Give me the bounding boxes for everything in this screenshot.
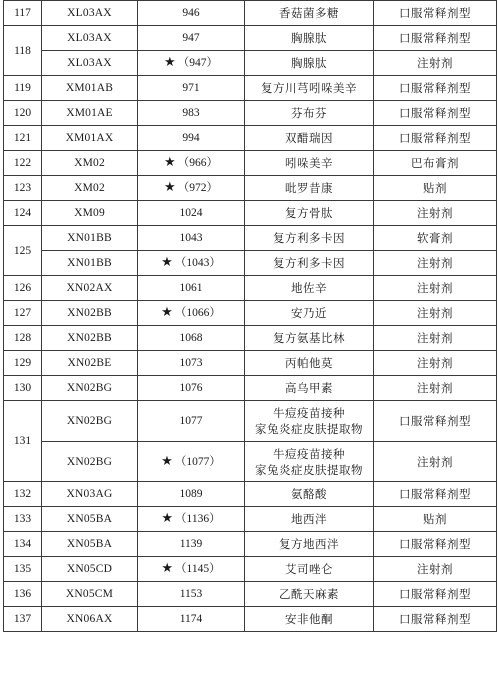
row-number: 121 [4, 126, 42, 151]
reference-value: （966） [177, 157, 218, 169]
reference-value: （1145） [175, 563, 221, 575]
drug-name: 复方地西泮 [245, 532, 374, 557]
star-icon: ★ [161, 453, 173, 469]
reference-value: （1077） [174, 455, 221, 468]
dosage-form: 注射剂 [374, 326, 497, 351]
category-code: XN05CD [42, 557, 138, 582]
table-row [4, 226, 497, 251]
star-icon: ★ [164, 55, 176, 70]
reference-number [138, 507, 245, 532]
table-row [4, 76, 497, 101]
table-row [4, 126, 497, 151]
reference-number: 1153 [138, 582, 245, 607]
reference-number: 1061 [138, 276, 245, 301]
category-code: XN03AG [42, 482, 138, 507]
table-row [4, 101, 497, 126]
drug-name: 艾司唑仑 [245, 557, 374, 582]
dosage-form: 注射剂 [374, 376, 497, 401]
dosage-form: 口服常释剂型 [374, 532, 497, 557]
row-number: 124 [4, 201, 42, 226]
drug-name: 氨酪酸 [245, 482, 374, 507]
drug-name: 胸腺肽 [245, 26, 374, 51]
drug-name: 吲哚美辛 [245, 151, 374, 176]
reference-value: （972） [177, 182, 218, 194]
row-number: 130 [4, 376, 42, 401]
row-number: 123 [4, 176, 42, 201]
drug-name: 香菇菌多糖 [245, 1, 374, 26]
dosage-form: 软膏剂 [374, 226, 497, 251]
drug-name-line: 牛痘疫苗接种 [273, 446, 345, 461]
table-row [4, 26, 497, 51]
row-number: 127 [4, 301, 42, 326]
category-code: XM09 [42, 201, 138, 226]
reference-number [138, 557, 245, 582]
category-code: XL03AX [42, 26, 138, 51]
star-icon: ★ [161, 255, 173, 270]
dosage-form: 贴剂 [374, 507, 497, 532]
reference-value: （1066） [174, 307, 221, 319]
category-code: XM02 [42, 151, 138, 176]
drug-name [245, 401, 374, 442]
row-number: 137 [4, 607, 42, 632]
dosage-form: 口服常释剂型 [374, 582, 497, 607]
table-row [4, 326, 497, 351]
drug-name: 复方氨基比林 [245, 326, 374, 351]
reference-number: 1089 [138, 482, 245, 507]
reference-number [138, 176, 245, 201]
dosage-form: 贴剂 [374, 176, 497, 201]
category-code: XN05BA [42, 507, 138, 532]
reference-number: 1139 [138, 532, 245, 557]
drug-name: 地西泮 [245, 507, 374, 532]
reference-number: 983 [138, 101, 245, 126]
dosage-form: 注射剂 [374, 251, 497, 276]
category-code: XM02 [42, 176, 138, 201]
drug-name: 丙帕他莫 [245, 351, 374, 376]
drug-name-line: 家兔炎症皮肤提取物 [255, 462, 363, 477]
dosage-form: 口服常释剂型 [374, 1, 497, 26]
category-code: XN02BG [42, 376, 138, 401]
drug-name-line: 家兔炎症皮肤提取物 [255, 422, 363, 436]
table-row [4, 532, 497, 557]
category-code: XN02BG [42, 442, 138, 482]
category-code: XM01AE [42, 101, 138, 126]
dosage-form: 口服常释剂型 [374, 482, 497, 507]
drug-catalog-table [3, 0, 497, 632]
row-number: 118 [4, 26, 42, 76]
dosage-form: 口服常释剂型 [374, 401, 497, 442]
reference-number: 1076 [138, 376, 245, 401]
dosage-form: 口服常释剂型 [374, 76, 497, 101]
drug-name: 安非他酮 [245, 607, 374, 632]
category-code: XN05BA [42, 532, 138, 557]
row-number: 135 [4, 557, 42, 582]
table-row [4, 557, 497, 582]
star-icon: ★ [161, 305, 173, 320]
reference-number: 946 [138, 1, 245, 26]
reference-value: （1043） [174, 257, 221, 269]
reference-number: 947 [138, 26, 245, 51]
row-number: 132 [4, 482, 42, 507]
drug-name: 乙酰天麻素 [245, 582, 374, 607]
table-row [4, 201, 497, 226]
table-row [4, 176, 497, 201]
category-code: XN02BB [42, 326, 138, 351]
star-icon: ★ [161, 511, 174, 526]
drug-name: 复方利多卡因 [245, 226, 374, 251]
row-number: 129 [4, 351, 42, 376]
reference-number [138, 151, 245, 176]
category-code: XN02BG [42, 401, 138, 442]
category-code: XN01BB [42, 251, 138, 276]
row-number: 128 [4, 326, 42, 351]
table-row [4, 482, 497, 507]
reference-value: （947） [177, 57, 218, 69]
reference-number [138, 51, 245, 76]
table-row [4, 151, 497, 176]
dosage-form: 注射剂 [374, 442, 497, 482]
reference-number [138, 301, 245, 326]
drug-name: 安乃近 [245, 301, 374, 326]
category-code: XN02BE [42, 351, 138, 376]
category-code: XL03AX [42, 51, 138, 76]
category-code: XM01AB [42, 76, 138, 101]
table-row [4, 607, 497, 632]
dosage-form: 注射剂 [374, 557, 497, 582]
drug-name: 地佐辛 [245, 276, 374, 301]
drug-name: 胸腺肽 [245, 51, 374, 76]
dosage-form: 注射剂 [374, 351, 497, 376]
table-row [4, 1, 497, 26]
row-number: 136 [4, 582, 42, 607]
reference-number: 1043 [138, 226, 245, 251]
category-code: XN02BB [42, 301, 138, 326]
category-code: XM01AX [42, 126, 138, 151]
table-row [4, 401, 497, 442]
dosage-form: 注射剂 [374, 201, 497, 226]
dosage-form: 口服常释剂型 [374, 26, 497, 51]
dosage-form: 口服常释剂型 [374, 126, 497, 151]
table-row [4, 251, 497, 276]
row-number: 131 [4, 401, 42, 482]
row-number: 126 [4, 276, 42, 301]
reference-number: 1174 [138, 607, 245, 632]
category-code: XN01BB [42, 226, 138, 251]
row-number: 134 [4, 532, 42, 557]
drug-name: 芬布芬 [245, 101, 374, 126]
drug-name: 复方川芎吲哚美辛 [245, 76, 374, 101]
row-number: 120 [4, 101, 42, 126]
star-icon: ★ [161, 561, 174, 576]
table-row [4, 507, 497, 532]
dosage-form: 注射剂 [374, 276, 497, 301]
reference-number: 994 [138, 126, 245, 151]
table-row [4, 376, 497, 401]
row-number: 125 [4, 226, 42, 276]
reference-number [138, 251, 245, 276]
reference-number: 1077 [138, 401, 245, 442]
category-code: XN06AX [42, 607, 138, 632]
star-icon: ★ [164, 180, 176, 195]
drug-name-line: 牛痘疫苗接种 [273, 406, 345, 420]
category-code: XN05CM [42, 582, 138, 607]
dosage-form: 注射剂 [374, 51, 497, 76]
row-number: 119 [4, 76, 42, 101]
dosage-form: 巴布膏剂 [374, 151, 497, 176]
reference-value: （1136） [175, 513, 221, 525]
drug-name: 复方利多卡因 [245, 251, 374, 276]
reference-number: 1024 [138, 201, 245, 226]
dosage-form: 口服常释剂型 [374, 607, 497, 632]
table-row [4, 351, 497, 376]
drug-name: 双醋瑞因 [245, 126, 374, 151]
dosage-form: 口服常释剂型 [374, 101, 497, 126]
reference-number [138, 442, 245, 482]
reference-number: 1073 [138, 351, 245, 376]
row-number: 122 [4, 151, 42, 176]
row-number: 133 [4, 507, 42, 532]
drug-name [245, 442, 374, 482]
table-row [4, 582, 497, 607]
reference-number: 971 [138, 76, 245, 101]
row-number: 117 [4, 1, 42, 26]
table-row [4, 51, 497, 76]
drug-name: 吡罗昔康 [245, 176, 374, 201]
star-icon: ★ [164, 155, 176, 170]
reference-number: 1068 [138, 326, 245, 351]
table-row [4, 276, 497, 301]
drug-name: 复方骨肽 [245, 201, 374, 226]
category-code: XN02AX [42, 276, 138, 301]
table-row [4, 301, 497, 326]
drug-name: 高乌甲素 [245, 376, 374, 401]
table-row [4, 442, 497, 482]
dosage-form: 注射剂 [374, 301, 497, 326]
category-code: XL03AX [42, 1, 138, 26]
